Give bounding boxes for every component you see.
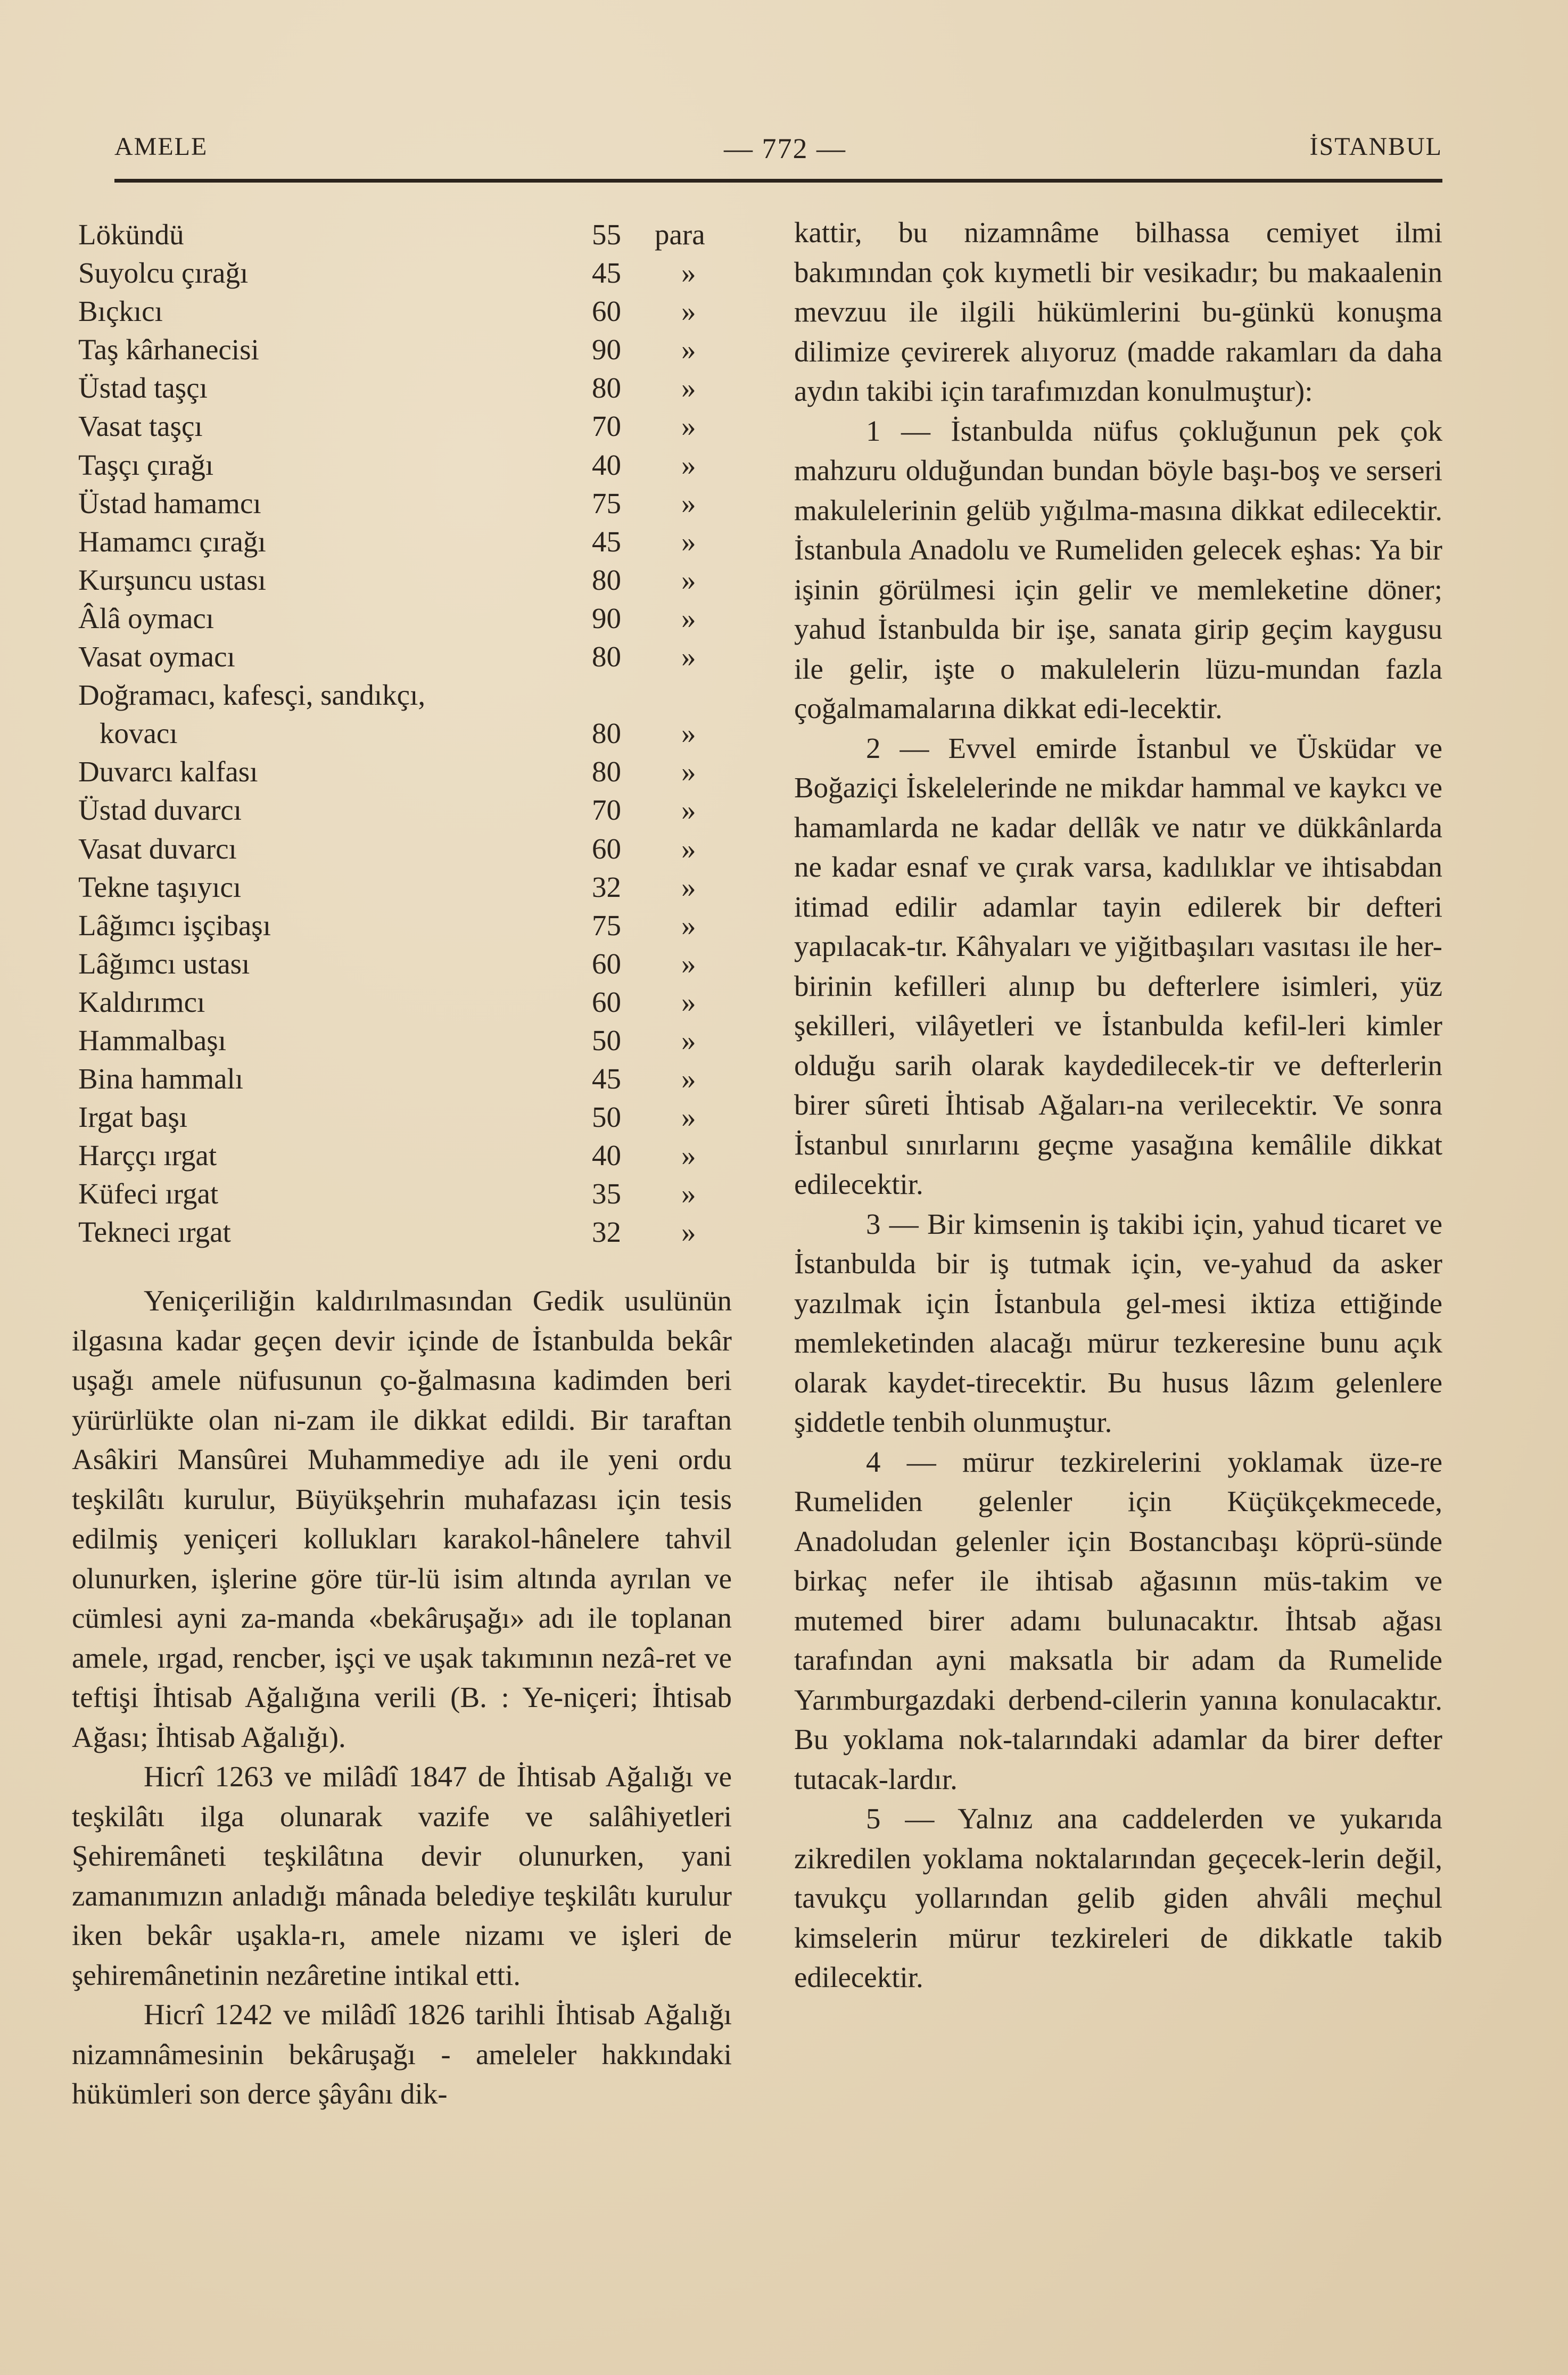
paragraph: 5 — Yalnız ana caddelerden ve yukarıda zikredilen yoklama noktalarından geçecek-lerin değil, tavukçu yollarından gelib giden ahvâli meçhul kimselerin mürur tezkireleri de dikkatle takib edilecektir. xyxy=(794,1802,1442,1993)
wage-unit: » xyxy=(681,1139,696,1172)
occupation-name: Tekneci ırgat xyxy=(78,1216,231,1249)
left-column-text xyxy=(72,1281,732,2114)
occupation-name: Lâğımcı ustası xyxy=(78,947,250,980)
paragraph: Yeniçeriliğin kaldırılmasından Gedik usulünün ilgasına kadar geçen devir içinde de İstanbulda bekâr uşağı amele nüfusunun ço-ğalmasına kadimden beri yürürlükte olan ni-zam ile dikkat edildi. Bir taraftan Asâkiri Mansûrei Muhammediye adı ile yeni ordu teşkilâtı kurulur, Büyükşehrin muhafazası için tesis edilmiş yeniçeri kollukları karakol-hânelere tahvil olunurken, işlerine göre tür-lü isim altında ayrılan ve cümlesi ayni za-manda «bekâruşağı» adı ile toplanan amele, ırgad, rencber, işçi ve uşak takımının nezâ-ret ve teftişi İhtisab Ağalığına verili (B. : Ye-niçeri; İhtisab Ağası; İhtisab Ağalığı). xyxy=(72,1284,732,1753)
wage-table xyxy=(72,216,732,1252)
occupation-name: kovacı xyxy=(100,717,178,750)
wage-amount: 60 xyxy=(592,832,621,865)
wage-amount: 32 xyxy=(592,1216,621,1249)
occupation-name: Kurşuncu ustası xyxy=(78,563,266,596)
wage-unit: » xyxy=(681,1024,696,1057)
occupation-name: Üstad duvarcı xyxy=(78,794,242,827)
wage-unit: » xyxy=(681,525,696,558)
wage-amount: 40 xyxy=(592,448,621,481)
wage-unit: » xyxy=(681,601,696,634)
wage-unit: » xyxy=(681,1216,696,1249)
wage-unit: » xyxy=(681,333,696,366)
table-row xyxy=(72,599,732,638)
occupation-name: Kaldırımcı xyxy=(78,985,205,1018)
paragraph: Hicrî 1263 ve milâdî 1847 de İhtisab Ağalığı ve teşkilâtı ilga olunarak vazife ve salâhiyetleri Şehiremâneti teşkilâtına devir olunurken, yani zamanımızın anladığı mânada belediye teşkilâtı kurulur iken bekâr uşakla-rı, amele nizamı ve işleri de şehiremânetinin nezâretine intikal etti. xyxy=(72,1760,732,1991)
table-row xyxy=(72,292,732,331)
wage-unit: » xyxy=(681,1177,696,1210)
wage-amount: 45 xyxy=(592,1062,621,1095)
table-row xyxy=(72,1175,732,1213)
occupation-name: Bıçkıcı xyxy=(78,295,163,328)
wage-unit: » xyxy=(681,794,696,827)
occupation-name: Küfeci ırgat xyxy=(78,1177,219,1210)
occupation-name: Vasat oymacı xyxy=(78,640,235,673)
paragraph: 3 — Bir kimsenin iş takibi için, yahud ticaret ve İstanbulda bir iş tutmak için, ve-yahud da asker yazılmak için İstanbula gel-mesi iktiza ettiğinde memleketinden alacağı mürur tezkeresine bunu açık olarak kaydet-tirecektir. Bu husus lâzım gelenlere şiddetle tenbih olunmuştur. xyxy=(794,1207,1442,1438)
table-row xyxy=(72,407,732,446)
table-row xyxy=(72,561,732,599)
paragraph: 2 — Evvel emirde İstanbul ve Üsküdar ve Boğaziçi İskelelerinde ne mikdar hammal ve kaykcı ve hamamlarda ne kadar dellâk ve natır ve dükkânlarda ne kadar esnaf ve çırak varsa, kadılıklar ve ihtisabdan itimad edilir adamlar tayin edilerek bir defteri yapılacak-tır. Kâhyaları ve yiğitbaşıları vasıtası ile her-birinin kefilleri alınıp bu defterlere isimleri, yüz şekilleri, vilâyetleri ve İstanbulda kefil-leri kimler olduğu sarih olarak kaydedilecek-tir ve defterlerin birer sûreti İhtisab Ağaları-na verilecektir. Ve sonra İstanbul sınırlarını geçme yasağına kemâlile dikkat edilecektir. xyxy=(794,731,1442,1200)
occupation-name: Taş kârhanecisi xyxy=(78,333,259,366)
paragraph: 4 — mürur tezkirelerini yoklamak üze-re Rumeliden gelenler için Küçükçekmecede, Anadoludan gelenler için Bostancıbaşı köprü-sünde birkaç nefer ile ihtisab ağasının müs-takim ve mutemed birer adamı bulunacaktır. İhtsab ağası tarafından ayni maksatla bir adam da Rumelide Yarımburgazdaki derbend-cilerin yanına konulacaktır. Bu yoklama nok-talarındaki adamlar da birer defter tutacak-lardır. xyxy=(794,1445,1442,1795)
wage-unit: » xyxy=(681,870,696,903)
paragraph: kattir, bu nizamnâme bilhassa cemiyet ilmi bakımından çok kıymetli bir vesikadır; bu makaalenin mevzuu ile ilgili hükümlerini bu-günkü konuşma dilimize çevirerek alıyoruz (madde rakamları da daha aydın takibi için tarafımızdan konulmuştur): xyxy=(794,216,1442,407)
table-row xyxy=(72,714,732,753)
occupation-name: Üstad taşçı xyxy=(78,372,208,405)
wage-amount: 90 xyxy=(592,333,621,366)
table-row xyxy=(72,1098,732,1136)
wage-amount: 70 xyxy=(592,410,621,443)
header-city-title: İSTANBUL xyxy=(1309,133,1442,161)
wage-unit: » xyxy=(681,563,696,596)
wage-unit: » xyxy=(681,1101,696,1134)
occupation-name: Vasat duvarcı xyxy=(78,832,237,865)
wage-amount: 32 xyxy=(592,870,621,903)
wage-unit: » xyxy=(681,257,696,290)
wage-unit: » xyxy=(681,410,696,443)
wage-amount: 75 xyxy=(592,909,621,942)
wage-unit: » xyxy=(681,947,696,980)
wage-unit: » xyxy=(681,372,696,405)
wage-unit: » xyxy=(681,1062,696,1095)
occupation-name: Harççı ırgat xyxy=(78,1139,217,1172)
wage-unit: » xyxy=(681,295,696,328)
page-number: — 772 — xyxy=(724,133,846,164)
wage-amount: 80 xyxy=(592,755,621,788)
wage-unit: » xyxy=(681,640,696,673)
wage-amount: 35 xyxy=(592,1177,621,1210)
occupation-name: Vasat taşçı xyxy=(78,410,203,443)
wage-amount: 60 xyxy=(592,985,621,1018)
wage-unit: » xyxy=(681,486,696,519)
occupation-name: Doğramacı, kafesçi, sandıkçı, xyxy=(78,679,426,712)
wage-amount: 55 xyxy=(592,218,621,251)
occupation-name: Tekne taşıyıcı xyxy=(78,870,242,903)
table-row xyxy=(72,1213,732,1251)
wage-unit: para xyxy=(655,218,705,251)
wage-amount: 75 xyxy=(592,486,621,519)
table-row xyxy=(72,331,732,369)
wage-amount: 50 xyxy=(592,1101,621,1134)
table-row xyxy=(72,983,732,1021)
occupation-name: Hammalbaşı xyxy=(78,1024,226,1057)
paragraph: Hicrî 1242 ve milâdî 1826 tarihli İhtisab Ağalığı nizamnâmesinin bekâruşağı - ameleler hakkındaki hükümleri son derce şâyânı dik- xyxy=(72,1998,732,2110)
occupation-name: Irgat başı xyxy=(78,1101,188,1134)
table-row xyxy=(72,216,732,254)
wage-amount: 60 xyxy=(592,295,621,328)
occupation-name: Lökündü xyxy=(78,218,184,251)
header-section-title: AMELE xyxy=(114,133,208,161)
wage-unit: » xyxy=(681,832,696,865)
table-row xyxy=(72,484,732,523)
paragraph: 1 — İstanbulda nüfus çokluğunun pek çok mahzuru olduğundan bundan böyle başı-boş ve serseri makulelerinin gelüb yığılma-masına dikkat edilecektir. İstanbula Anadolu ve Rumeliden gelecek eşhas: Ya bir işinin görülmesi için gelir ve memleketine döner; yahud İstanbulda bir işe, sanata girip geçim kaygusu ile gelir, işte o makulelerin lüzu-mundan fazla çoğalmamalarına dikkat edi-lecektir. xyxy=(794,414,1442,724)
occupation-name: Suyolcu çırağı xyxy=(78,257,249,290)
wage-amount: 70 xyxy=(592,794,621,827)
occupation-name: Üstad hamamcı xyxy=(78,486,261,519)
table-row xyxy=(72,868,732,906)
table-row xyxy=(72,676,732,714)
wage-amount: 60 xyxy=(592,947,621,980)
wage-amount: 80 xyxy=(592,372,621,405)
wage-amount: 80 xyxy=(592,717,621,750)
wage-unit: » xyxy=(681,448,696,481)
wage-amount: 50 xyxy=(592,1024,621,1057)
table-row xyxy=(72,254,732,292)
wage-amount: 90 xyxy=(592,601,621,634)
right-column-text xyxy=(794,213,1442,1998)
table-row xyxy=(72,753,732,791)
table-row xyxy=(72,830,732,868)
table-row xyxy=(72,906,732,945)
table-row xyxy=(72,446,732,484)
table-row xyxy=(72,791,732,829)
table-row xyxy=(72,1021,732,1060)
wage-amount: 80 xyxy=(592,640,621,673)
wage-amount: 80 xyxy=(592,563,621,596)
table-row xyxy=(72,369,732,407)
wage-amount: 45 xyxy=(592,525,621,558)
occupation-name: Lâğımcı işçibaşı xyxy=(78,909,271,942)
running-header xyxy=(114,132,1442,175)
table-row xyxy=(72,1060,732,1098)
wage-unit: » xyxy=(681,755,696,788)
table-row xyxy=(72,1136,732,1175)
occupation-name: Bina hammalı xyxy=(78,1062,244,1095)
table-row xyxy=(72,945,732,983)
occupation-name: Duvarcı kalfası xyxy=(78,755,258,788)
header-rule xyxy=(114,179,1442,183)
occupation-name: Âlâ oymacı xyxy=(78,601,214,634)
wage-unit: » xyxy=(681,909,696,942)
wage-unit: » xyxy=(681,985,696,1018)
wage-amount: 45 xyxy=(592,257,621,290)
table-row xyxy=(72,638,732,676)
occupation-name: Hamamcı çırağı xyxy=(78,525,266,558)
table-row xyxy=(72,523,732,561)
wage-amount: 40 xyxy=(592,1139,621,1172)
wage-unit: » xyxy=(681,717,696,750)
occupation-name: Taşçı çırağı xyxy=(78,448,214,481)
